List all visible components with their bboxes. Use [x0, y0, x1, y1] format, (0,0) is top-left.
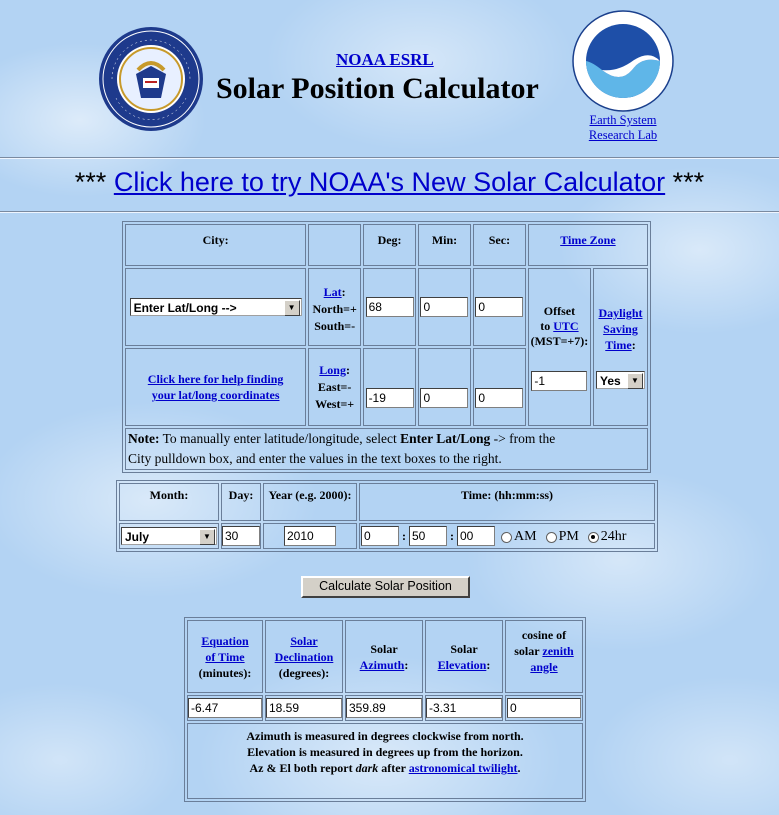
eot-header: Equation of Time (minutes): — [187, 620, 263, 693]
location-table — [122, 221, 651, 473]
zenith-link[interactable]: zenith — [542, 644, 574, 658]
lat-deg-input[interactable] — [366, 297, 414, 317]
cosine-cell — [505, 695, 583, 721]
am-radio[interactable] — [501, 532, 512, 543]
city-select[interactable] — [130, 298, 302, 316]
results-table — [184, 617, 586, 802]
astronomical-twilight-link[interactable]: astronomical twilight — [408, 761, 518, 775]
banner-suffix: *** — [672, 167, 705, 197]
lat-hint-north: North=+ — [312, 301, 357, 316]
long-link[interactable]: Long — [319, 362, 346, 377]
lat-hint-south: South=- — [314, 318, 356, 333]
dst-link-daylight[interactable]: Daylight — [598, 306, 643, 320]
angle-link[interactable]: angle — [530, 660, 558, 674]
dst-select[interactable] — [596, 371, 645, 389]
sec-header: Sec: — [473, 224, 526, 266]
city-cell — [125, 268, 306, 346]
utc-link[interactable]: UTC — [553, 318, 579, 333]
long-hint-west: West=+ — [315, 396, 355, 411]
chevron-down-icon[interactable]: ▼ — [284, 300, 300, 316]
eot-link[interactable]: Equation of Time — [201, 633, 249, 664]
eot-cell — [187, 695, 263, 721]
dst-select-value: Yes — [599, 374, 621, 388]
dst-link-saving[interactable]: Saving — [603, 322, 638, 336]
long-hint-east: East=- — [317, 379, 352, 394]
lat-min-cell — [418, 268, 471, 346]
timezone-link[interactable]: Time Zone — [560, 233, 616, 247]
long-sec-cell — [473, 348, 526, 426]
results-note: Azimuth is measured in degrees clockwise from north. Elevation is measured in degrees up from the horizon. Az & El both report dark after astronomical twilight. — [187, 723, 583, 799]
chevron-down-icon[interactable]: ▼ — [199, 529, 215, 545]
latlong-help-link[interactable]: Click here for help finding your lat/long coordinates — [147, 372, 284, 402]
azimuth-cell — [345, 695, 423, 721]
help-cell — [125, 348, 306, 426]
azimuth-output[interactable] — [346, 698, 422, 718]
new-calculator-link[interactable]: Click here to try NOAA's New Solar Calculator — [113, 167, 666, 197]
hour-input[interactable] — [361, 526, 399, 546]
dst-link-time[interactable]: Time — [605, 338, 632, 352]
azimuth-header: Solar Azimuth: — [345, 620, 423, 693]
lat-label-cell: Lat: North=+ South=- — [308, 268, 361, 346]
elevation-cell — [425, 695, 503, 721]
24hr-radio[interactable] — [588, 532, 599, 543]
date-time-table — [116, 480, 658, 552]
eot-output[interactable] — [188, 698, 262, 718]
divider-bottom — [0, 211, 779, 213]
lat-sec-cell — [473, 268, 526, 346]
calculate-button[interactable]: Calculate Solar Position — [301, 576, 470, 598]
min-header: Min: — [418, 224, 471, 266]
lat-link[interactable]: Lat — [323, 284, 342, 299]
elevation-link[interactable]: Elevation — [437, 657, 487, 672]
day-input[interactable] — [222, 526, 260, 546]
elevation-header: Solar Elevation: — [425, 620, 503, 693]
long-label-cell: Long: East=- West=+ — [308, 348, 361, 426]
lat-deg-cell — [363, 268, 416, 346]
long-deg-cell — [363, 348, 416, 426]
timezone-header — [528, 224, 648, 266]
offset-label: Offset — [543, 303, 576, 318]
latlong-note: Note: To manually enter latitude/longitude, select Enter Lat/Long -> from the City pulldown box, and enter the values in the text boxes to the right. — [125, 428, 648, 470]
year-cell — [263, 523, 357, 549]
day-header: Day: — [221, 483, 261, 521]
banner-prefix: *** — [74, 167, 107, 197]
azimuth-link[interactable]: Azimuth — [359, 657, 405, 672]
am-label: AM — [514, 529, 537, 545]
time-header: Time: (hh:mm:ss) — [359, 483, 655, 521]
time-cell: 0 : 50 : 00 AM PM 24hr — [359, 523, 655, 549]
month-select-value: July — [125, 530, 150, 544]
declination-output[interactable] — [266, 698, 342, 718]
minute-input[interactable] — [409, 526, 447, 546]
offset-cell: Offset to UTC (MST=+7): -1 — [528, 268, 591, 426]
second-input[interactable] — [457, 526, 495, 546]
declination-cell — [265, 695, 343, 721]
lab-link-line2[interactable]: Research Lab — [588, 128, 658, 142]
earth-system-research-lab-link[interactable] — [575, 113, 671, 143]
lat-min-input[interactable] — [420, 297, 468, 317]
declination-header: Solar Declination (degrees): — [265, 620, 343, 693]
long-min-cell — [418, 348, 471, 426]
cosine-zenith-header: cosine of solar zenith angle — [505, 620, 583, 693]
long-sec-input[interactable] — [475, 388, 523, 408]
lat-sec-input[interactable] — [475, 297, 523, 317]
page-title: Solar Position Calculator — [216, 72, 539, 105]
year-input[interactable] — [284, 526, 336, 546]
chevron-down-icon[interactable]: ▼ — [627, 373, 643, 389]
department-of-commerce-seal — [98, 26, 204, 132]
city-header: City: — [125, 224, 306, 266]
month-cell — [119, 523, 219, 549]
pm-radio[interactable] — [546, 532, 557, 543]
24hr-label: 24hr — [600, 529, 627, 545]
elevation-output[interactable] — [426, 698, 502, 718]
azimuth-note: Azimuth is measured in degrees clockwise from north. — [246, 729, 524, 743]
day-cell — [221, 523, 261, 549]
long-deg-input[interactable] — [366, 388, 414, 408]
city-select-value: Enter Lat/Long --> — [133, 301, 237, 315]
noaa-esrl-link[interactable]: NOAA ESRL — [336, 50, 434, 69]
month-select[interactable] — [121, 527, 217, 545]
noaa-logo[interactable] — [572, 10, 674, 112]
cosine-zenith-output[interactable] — [507, 698, 581, 718]
new-calculator-banner — [0, 167, 779, 198]
deg-header: Deg: — [363, 224, 416, 266]
month-header: Month: — [119, 483, 219, 521]
elevation-note: Elevation is measured in degrees up from the horizon. — [247, 745, 523, 759]
lab-link-line1[interactable]: Earth System — [589, 113, 657, 127]
pm-label: PM — [558, 529, 579, 545]
divider-top — [0, 157, 779, 159]
long-min-input[interactable] — [420, 388, 468, 408]
utc-offset-input[interactable] — [531, 371, 587, 391]
declination-link[interactable]: Solar Declination — [274, 633, 334, 664]
dst-cell: Daylight Saving Time: Yes ▼ — [593, 268, 648, 426]
year-header: Year (e.g. 2000): — [263, 483, 357, 521]
